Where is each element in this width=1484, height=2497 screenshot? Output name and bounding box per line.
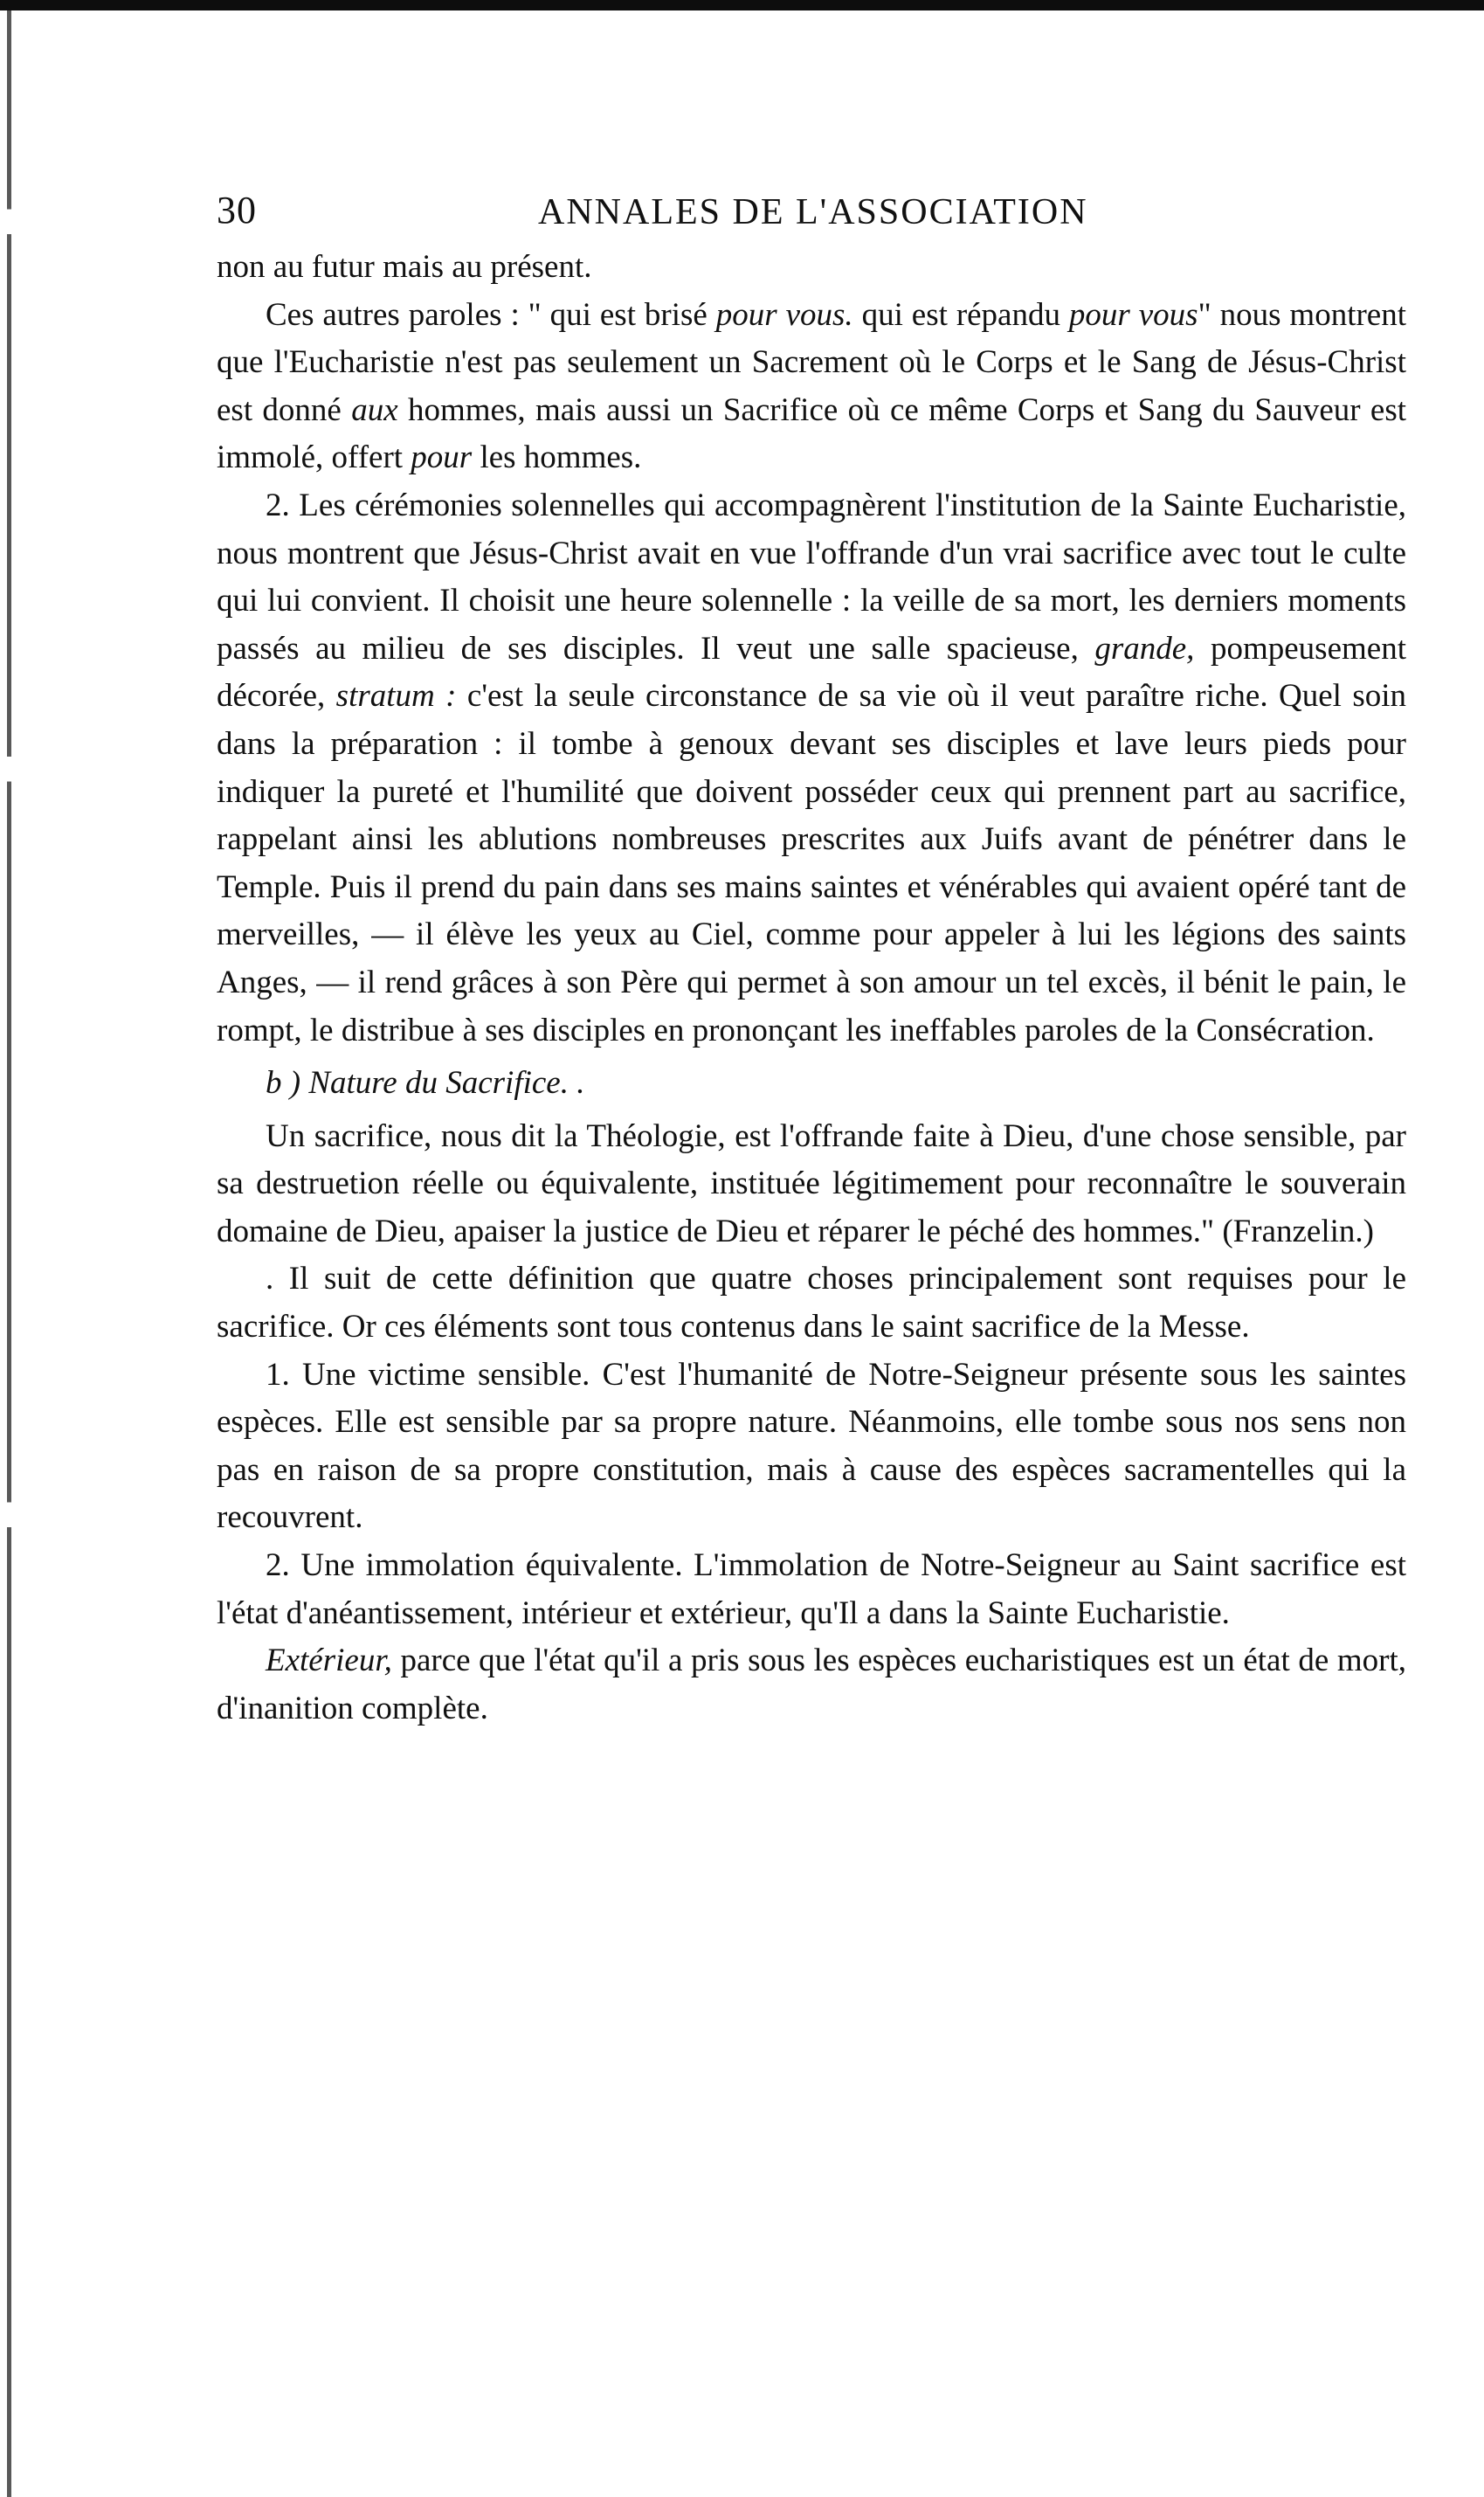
paragraph-8-italic: Extérieur, xyxy=(266,1643,392,1679)
paragraph-2-italic: aux xyxy=(351,391,398,428)
paragraph-6: 1. Une victime sensible. C'est l'humanité de Notre-Seigneur présente sous les saintes espèces. Elle est sensible par sa propre nature. Néanmoins, elle tombe sous nos sens non pas en raison de sa propre constitution, mais à cause des espèces sacramentelles qui la recouvrent. xyxy=(217,1356,1406,1536)
book-page xyxy=(217,188,1406,1733)
page-header xyxy=(217,188,1406,244)
paragraph-1: non au futur mais au présent. xyxy=(217,249,592,285)
paragraph-2-text: les hommes. xyxy=(472,439,642,476)
paragraph-2-text: hommes, mais aussi un Sacrifice où ce même Corps et Sang du Sauveur est immolé, offert xyxy=(217,391,1406,476)
paragraph-3-text: c'est la seule circonstance de sa vie où il veut paraître riche. Quel soin dans la préparation : il tombe à genoux devant ses disciples et lave leurs pieds pour indiquer la pureté et l'humilité que doivent posséder ceux qui prennent part au sacrifice, rappelant ainsi les ablutions nombreuses prescrites aux Juifs avant de pénétrer dans le Temple. Puis il prend du pain dans ses mains saintes et vénérables qui avaient opéré tant de merveilles, — il élève les yeux au Ciel, comme pour appeler à lui les légions des saints Anges, — il rend grâces à son Père qui permet à son amour un tel excès, il bénit le pain, le rompt, le distribue à ses disciples en prononçant les ineffables paroles de la Consécration. xyxy=(217,678,1406,1048)
paragraph-2-italic: pour vous. xyxy=(715,296,853,333)
paragraph-3 xyxy=(217,482,1406,1055)
scan-left-border xyxy=(7,10,11,2497)
paragraph-2 xyxy=(217,292,1406,482)
paragraph-8 xyxy=(217,1637,1406,1733)
paragraph-4: Un sacrifice, nous dit la Théologie, est l'offrande faite à Dieu, d'une chose sensible, par sa destruetion réelle ou équivalente, instituée légitimement pour reconnaître le souverain domaine de Dieu, apaiser la justice de Dieu et réparer le péché des hommes." (Franzelin.) xyxy=(217,1117,1406,1249)
scan-top-border xyxy=(0,0,1484,10)
section-heading: b ) Nature du Sacrifice. . xyxy=(266,1065,585,1102)
paragraph-2-text: qui est répandu xyxy=(852,296,1069,333)
paragraph-7: 2. Une immolation équivalente. L'immolation de Notre-Seigneur au Saint sacrifice est l'état d'anéantissement, intérieur et extérieur, qu'Il a dans la Sainte Eucharistie. xyxy=(217,1547,1406,1631)
paragraph-5: . Il suit de cette définition que quatre choses principalement sont requises pour le sacrifice. Or ces éléments sont tous contenus dans le saint sacrifice de la Messe. xyxy=(217,1261,1406,1345)
paragraph-3-italic: stratum : xyxy=(335,678,457,715)
paragraph-2-italic: pour xyxy=(411,439,473,476)
paragraph-3-italic: grande, xyxy=(1094,630,1195,667)
paragraph-2-text: " nous montrent que l'Eucharistie n'est pas seulement un Sacrement où le Corps et le Sang de Jésus-Christ est donné xyxy=(217,296,1406,428)
paragraph-3-text: pompeusement décorée, xyxy=(217,630,1406,715)
paragraph-2-italic: pour vous xyxy=(1068,296,1198,333)
paragraph-8-text: parce que l'état qu'il a pris sous les espèces eucharistiques est un état de mort, d'inanition complète. xyxy=(217,1643,1406,1726)
page-body xyxy=(217,244,1406,1733)
paragraph-2-text: Ces autres paroles : " qui est brisé xyxy=(266,296,716,333)
page-number: 30 xyxy=(217,189,257,232)
running-title: ANNALES DE L'ASSOCIATION xyxy=(538,192,1088,232)
paragraph-3-text: 2. Les cérémonies solennelles qui accompagnèrent l'institution de la Sainte Eucharistie, nous montrent que Jésus-Christ avait en vue l'offrande d'un vrai sacrifice avec tout le culte qui lui convient. Il choisit une heure solennelle : la veille de sa mort, les derniers moments passés au milieu de ses disciples. Il veut une salle spacieuse, xyxy=(217,487,1406,667)
